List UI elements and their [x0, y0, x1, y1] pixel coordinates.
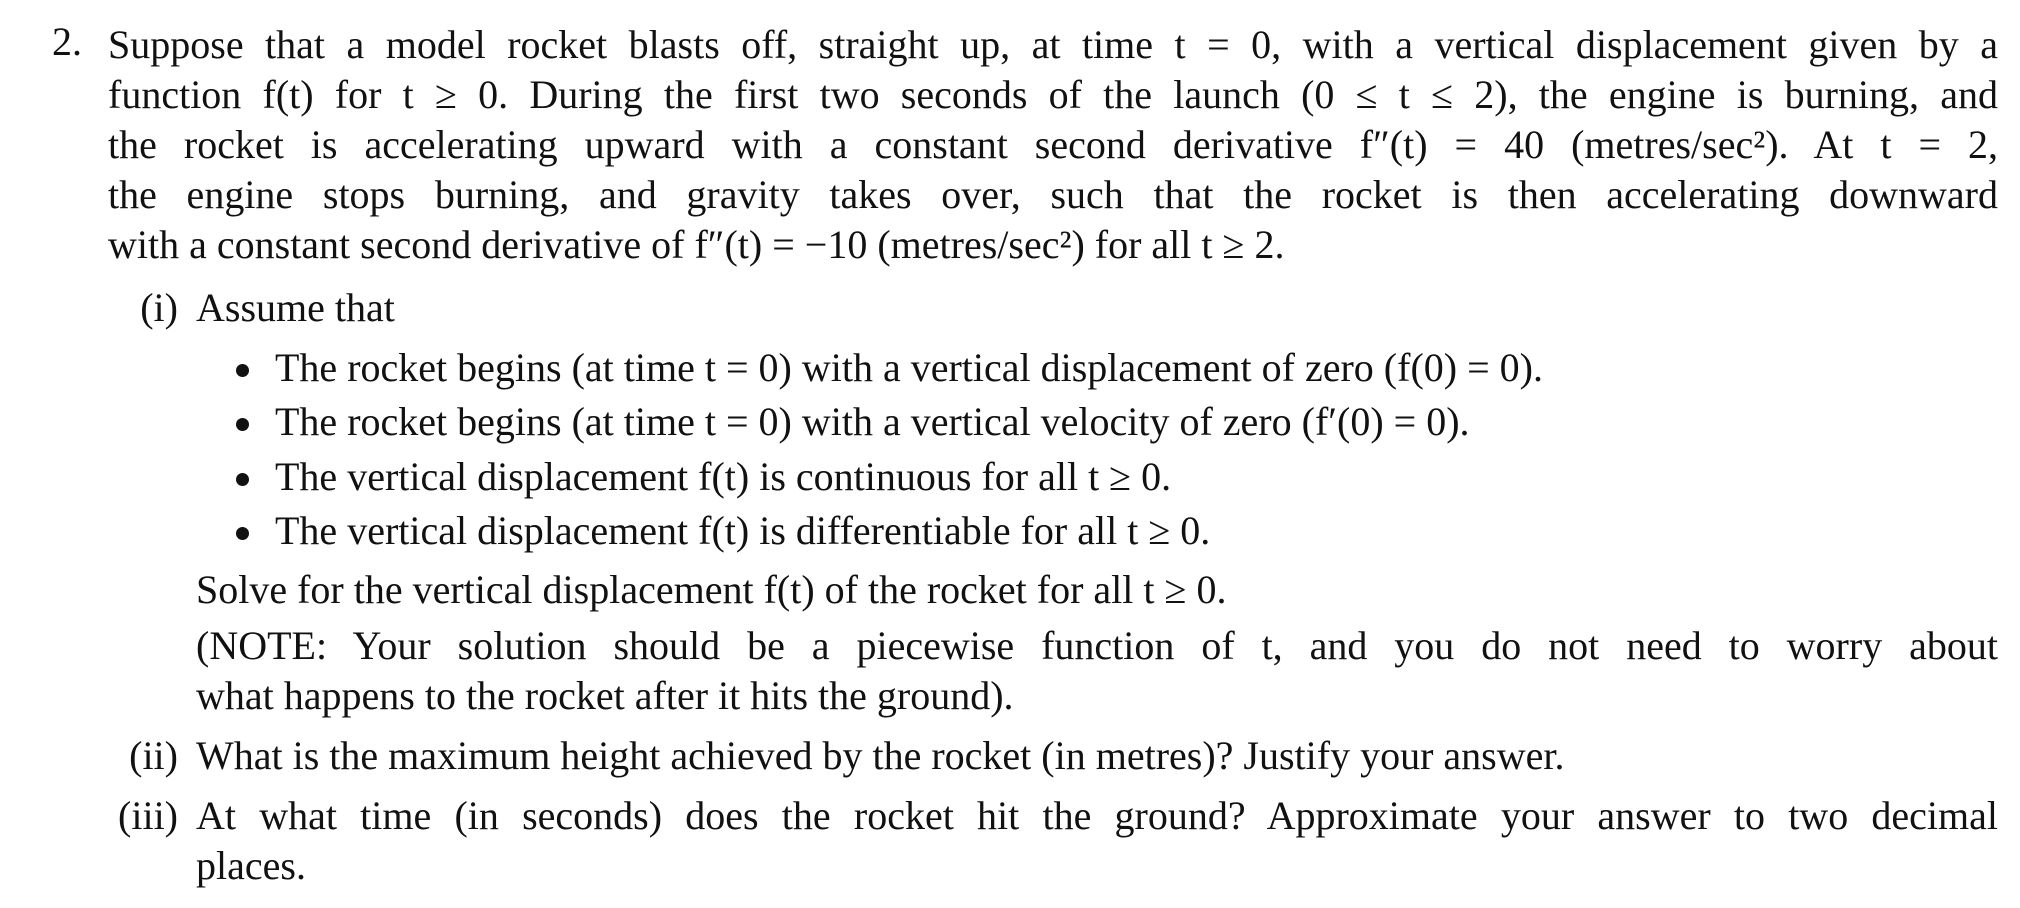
problem-number: 2.: [52, 19, 82, 64]
bullet-item-4: The vertical displacement f(t) is differentiable for all t ≥ 0.: [275, 508, 1211, 553]
part-i-label: (i): [140, 285, 178, 330]
intro-line-2: function f(t) for t ≥ 0. During the first two seconds of the launch (0 ≤ t ≤ 2), the engine is burning, and: [108, 72, 1998, 117]
part-ii-label: (ii): [129, 733, 178, 778]
bullet-item-2: The rocket begins (at time t = 0) with a vertical velocity of zero (f′(0) = 0).: [275, 399, 1470, 444]
part-i-lead: Assume that: [196, 285, 395, 330]
part-iii-label: (iii): [118, 793, 178, 838]
part-i-solve: Solve for the vertical displacement f(t) of the rocket for all t ≥ 0.: [196, 567, 1227, 612]
intro-line-3: the rocket is accelerating upward with a constant second derivative f″(t) = 40 (metres/sec²). At t = 2,: [108, 122, 1998, 167]
part-ii-text: What is the maximum height achieved by the rocket (in metres)? Justify your answer.: [196, 733, 1565, 778]
bullet-dot: [236, 418, 249, 431]
part-i-note-line-2: what happens to the rocket after it hits the ground).: [196, 673, 1014, 718]
intro-line-4: the engine stops burning, and gravity takes over, such that the rocket is then accelerating downward: [108, 172, 1998, 217]
part-iii-line-2: places.: [196, 843, 306, 888]
bullet-dot: [236, 473, 249, 486]
bullet-dot: [236, 364, 249, 377]
bullet-item-1: The rocket begins (at time t = 0) with a vertical displacement of zero (f(0) = 0).: [275, 345, 1543, 390]
bullet-item-3: The vertical displacement f(t) is continuous for all t ≥ 0.: [275, 454, 1172, 499]
intro-line-1: Suppose that a model rocket blasts off, straight up, at time t = 0, with a vertical displacement given by a: [108, 22, 1998, 67]
part-iii-line-1: At what time (in seconds) does the rocket hit the ground? Approximate your answer to two decimal: [196, 793, 1998, 838]
part-i-note-line-1: (NOTE: Your solution should be a piecewise function of t, and you do not need to worry about: [196, 623, 1998, 668]
intro-line-5: with a constant second derivative of f″(t) = −10 (metres/sec²) for all t ≥ 2.: [108, 222, 1285, 267]
bullet-dot: [236, 527, 249, 540]
